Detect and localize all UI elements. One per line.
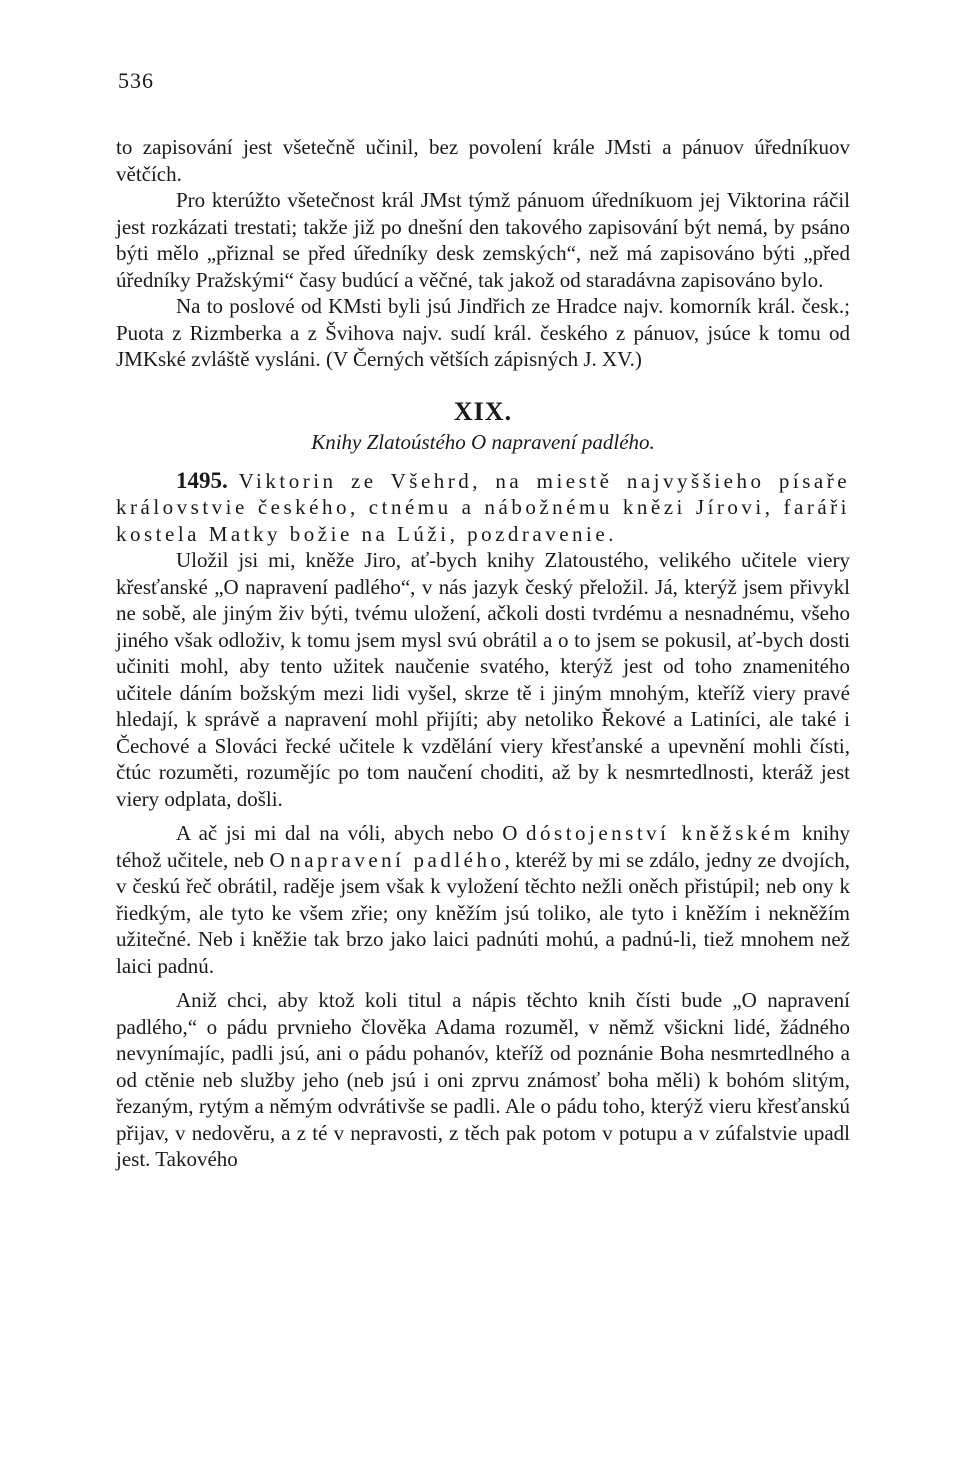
paragraph: Aniž chci, aby ktož koli titul a nápis těchto knih čísti bude „O napravení padlého,“ o pádu prvnieho člověka Adama rozuměl, v němž všickni lidé, žádného nevynímajíc, padli jsú, ani o pádu pohanóv, kteříž od poznánie Boha nesmrtedlného a od ctěnie neb služby jeho (neb jsú i oni zprvu známosť boha měli) k bohóm slitým, řezaným, rytým a němým odvrátivše se padli. Ale o pádu toho, kterýž vieru křesťanskú přijav, v nedověru, a z té v nepravosti, z těch pak potom v potupu a v zúfalstvie upadl jest. Takového [116, 988, 850, 1171]
paragraph-continuation: to zapisování jest všetečně učinil, bez povolení krále JMsti a pánuov úředníkuov větčích. [116, 135, 850, 186]
paragraph [116, 820, 850, 979]
paragraph: Na to poslové od KMsti byli jsú Jindřich ze Hradce najv. komorník král. česk.; Puota z Rizmberka a z Švihova najv. sudí král. českého z pánuov, jsúce k tomu od JMKské zvláště vysláni. (V Černých větších zápisných J. XV.) [116, 294, 850, 371]
paragraph: Pro kterúžto všetečnost král JMst týmž pánuom úředníkuom jej Viktorina ráčil jest rozkázati trestati; takže již po dnešní den takového zapisování být nemá, by psáno býti mělo „přiznal se před úředníky desk zemských“, než má zapisováno býti „před úředníky Pražskými“ časy budúcí a věčné, tak jakož od staradávna zapisováno bylo. [116, 188, 850, 292]
chapter-title: Knihy Zlatoústého O napravení padlého. [311, 430, 655, 454]
text-run: , kteréž by mi se zdálo, jedny ze dvojích, v českú řeč obrátil, raděje jsem však k vyložení těchto nežli oněch přistúpil; neb ony k řiedkým, ale tyto ke všem zřie; ony kněžím jsú toliko, ale tyto i kněžím i nekněžím užitečné. Neb i kněžie tak brzo jako laici padnúti mohú, a padnú-li, tiež mnohem než laici padnú. [116, 847, 850, 978]
year: 1495. [176, 467, 228, 493]
text-run: knihy téhož učitele, neb O [116, 821, 850, 872]
main-text [116, 134, 850, 1173]
dedication-paragraph [116, 468, 850, 548]
spaced-title: napravení padlého [290, 847, 505, 872]
text-run: A ač jsi mi dal na vóli, abych nebo O [176, 821, 527, 845]
paragraph-gap [116, 979, 850, 987]
dedication-text: Viktorin ze Všehrd, na miestě najvyššieho písaře královstvie českého, ctnému a nábožnému knězi Jírovi, faráři kostela Matky božie na Lúži, pozdravenie. [116, 468, 851, 546]
paragraph: Uložil jsi mi, kněže Jiro, ať-bych knihy Zlatoustého, velikého učitele viery křesťanské „O napravení padlého“, v nás jazyk český přeložil. Já, kterýž jsem přivykl ne sobě, ale jiným živ býti, tvému uložení, ačkoli dosti tvrdému a nesnadnému, všeho jiného však odloživ, k tomu jsem mysl svú obrátil a o to jsem se pokusil, ať-bych dosti učiniti mohl, aby tento užitek naučenie svatého, kterýž jest od toho znamenitého učitele dáním božským mezi lidi vyšel, skrze tě i jiným mnohým, kteříž viery pravé hledají, k správě a napravení mohl přijíti; aby netoliko Řekové a Latiníci, ale také i Čechové a Slováci řecké učitele k vzdělání viery křesťanské a upevnění mohli čísti, čtúc rozuměti, rozumějíc po tom naučení choditi, až by k nesmrtedlnosti, kteráž jest viery odplata, došli. [116, 548, 850, 811]
page-number: 536 [118, 68, 154, 93]
paragraph-gap [116, 812, 850, 820]
spaced-title: dóstojenství kněžském [526, 821, 794, 845]
chapter-number: XIX. [453, 396, 513, 426]
